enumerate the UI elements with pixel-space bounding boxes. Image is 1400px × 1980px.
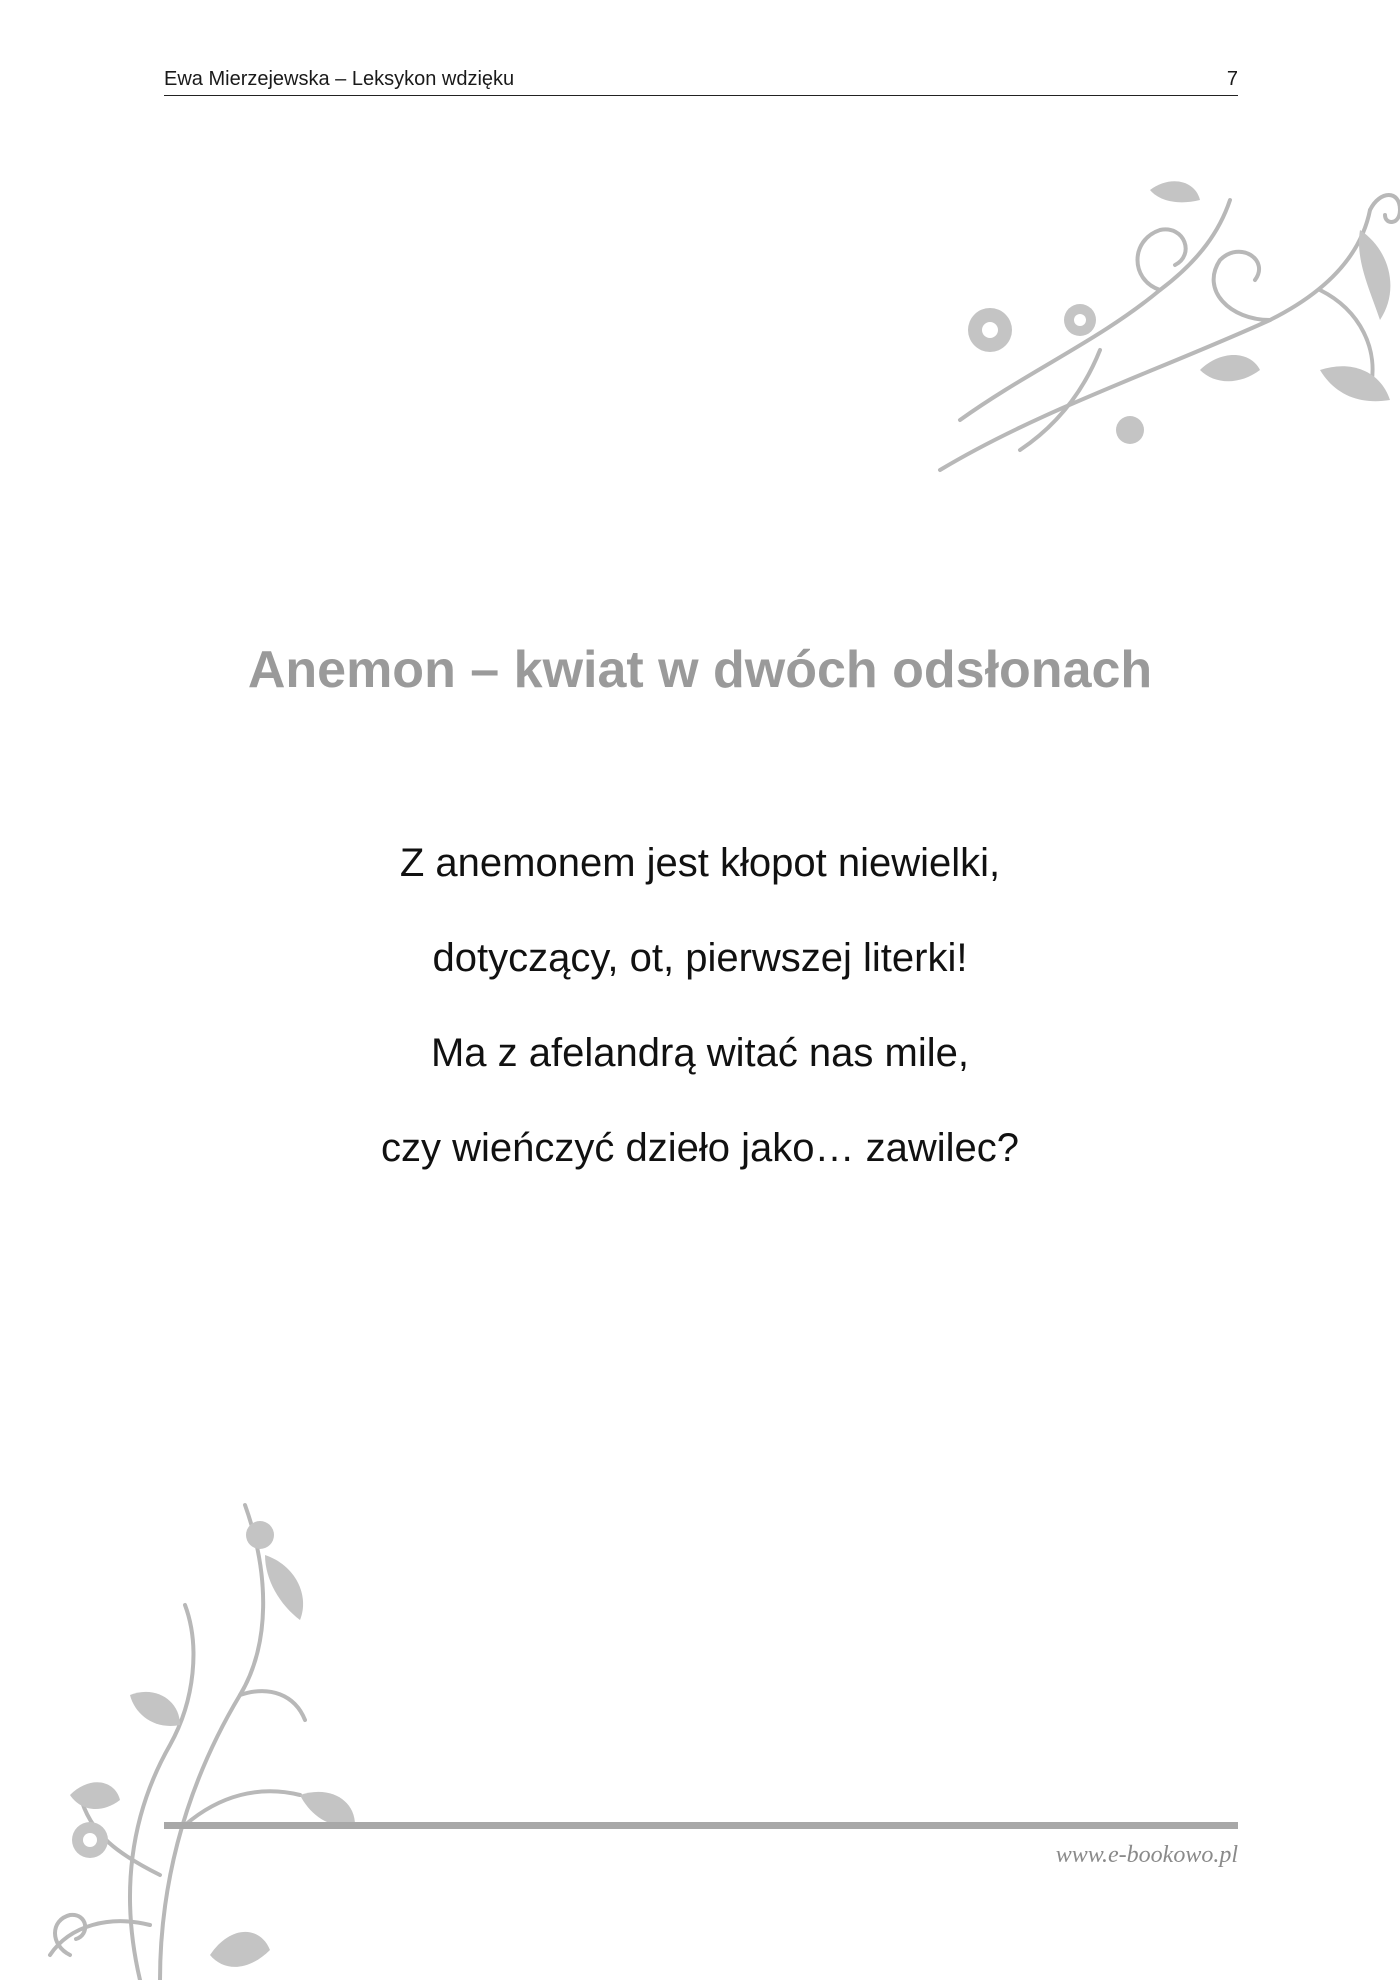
floral-ornament-top-icon [900, 170, 1400, 510]
poem-line: dotyczący, ot, pierwszej literki! [432, 936, 968, 980]
footer-url: www.e-bookowo.pl [1055, 1842, 1238, 1868]
poem-line: Ma z afelandrą witać nas mile, [430, 1031, 969, 1075]
running-title: Ewa Mierzejewska – Leksykon wdzięku [164, 68, 515, 90]
poem-line: czy wieńczyć dzieło jako… zawilec? [380, 1126, 1019, 1170]
footer-divider [164, 1822, 1238, 1829]
page-number: 7 [1226, 68, 1238, 90]
poem-line: Z anemonem jest kłopot niewielki, [399, 841, 1001, 885]
page-header [164, 68, 1238, 96]
floral-ornament-bottom-icon [10, 1495, 390, 1980]
poem [0, 816, 1400, 1196]
page-title: Anemon – kwiat w dwóch odsłonach [247, 641, 1153, 699]
